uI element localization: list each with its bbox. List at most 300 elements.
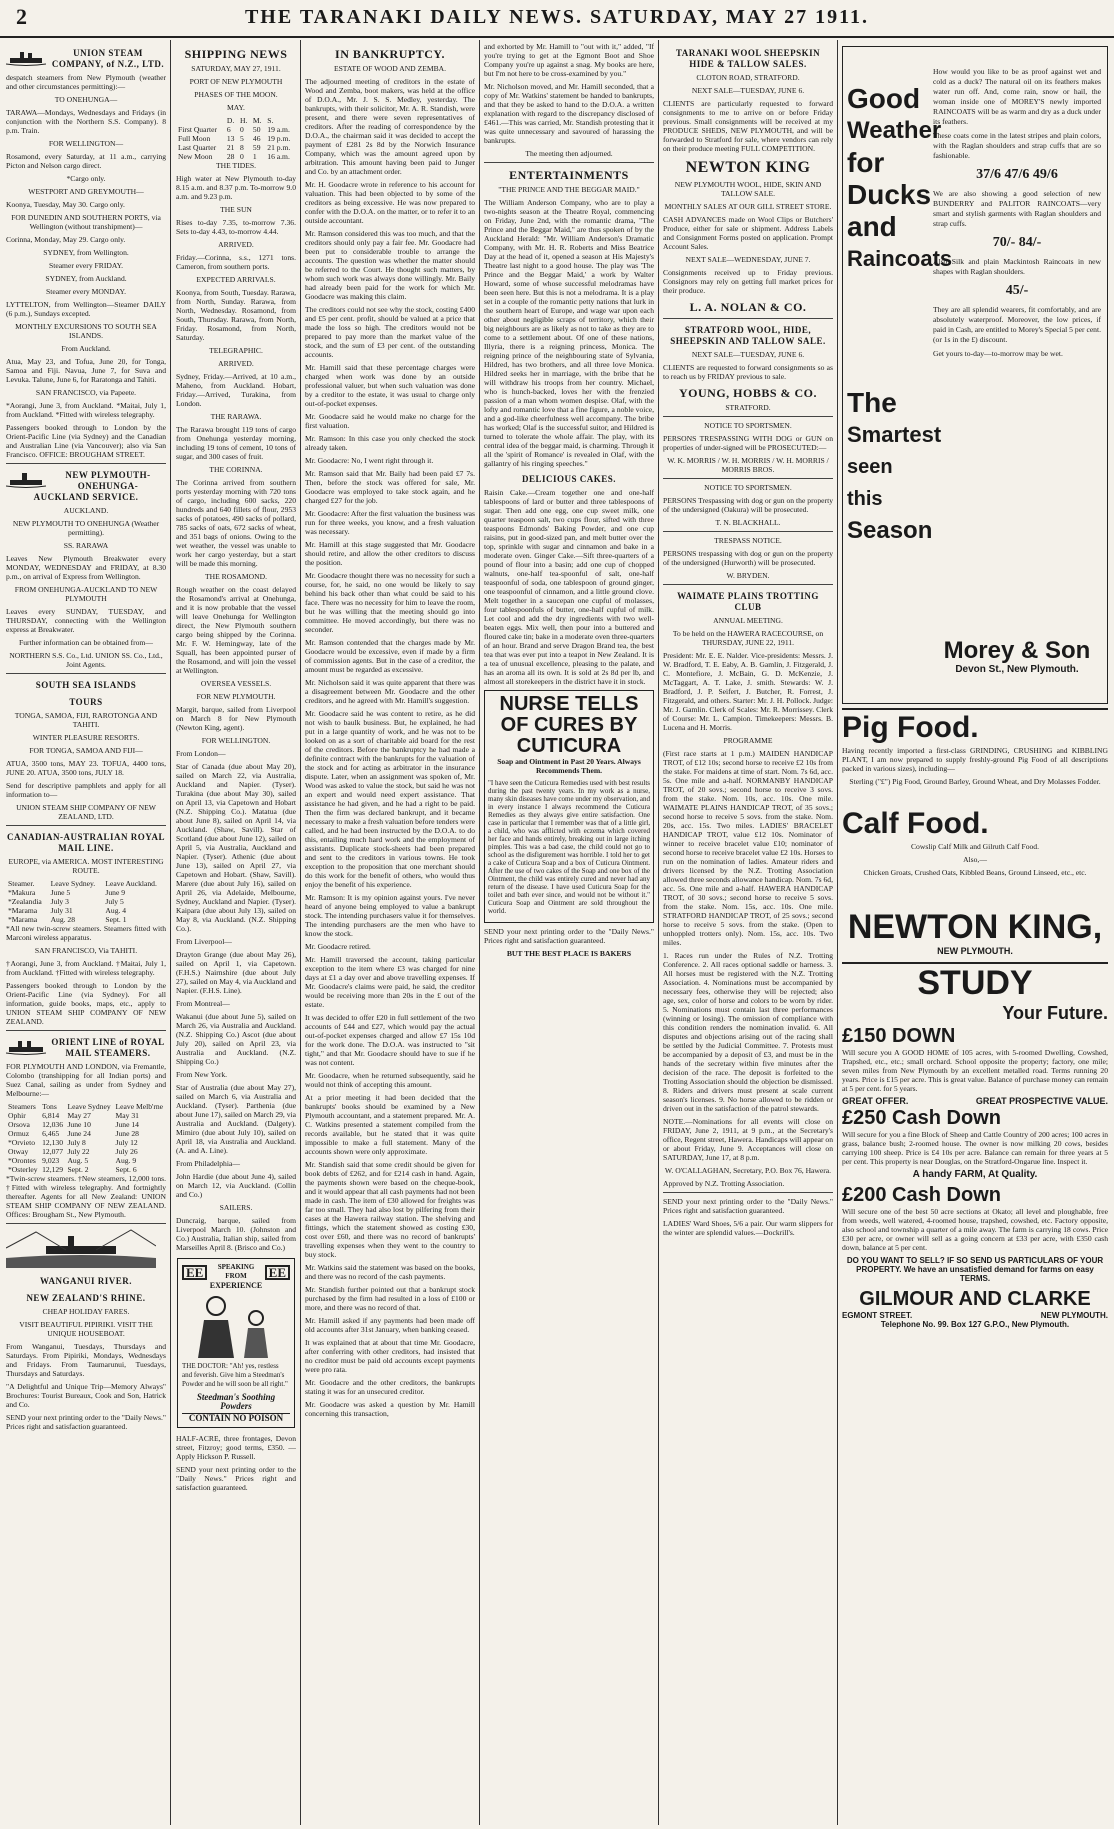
advert-text: Having recently imported a first-class GRINDING, CRUSHING and KIBBLING PLANT, I am now prepared to supply freshly-ground Pig Food of all descriptions packed in various sizes), including— (842, 746, 1108, 773)
morey-address: Devon St., New Plymouth. (955, 664, 1079, 675)
advert-text: Get yours to-day—to-morrow may be wet. (933, 349, 1063, 358)
advert-text: STRATFORD. (725, 403, 771, 412)
table-cell: July 3 (50, 897, 69, 906)
gilmour-address-row (842, 1311, 1108, 1320)
article-subhead: PORT OF NEW PLYMOUTH (189, 77, 283, 86)
table-cell: July 22 (67, 1147, 90, 1156)
calf-food-heading: Calf Food. (842, 807, 989, 840)
divider (6, 463, 166, 464)
advert-text: Cowslip Calf Milk and Gilruth Calf Food. (910, 842, 1040, 851)
table-cell: 9,023 (42, 1156, 60, 1165)
article-text: Wakanui (due about June 5), sailed on March 26, via Australia and Auckland. (N.Z. Shipping Co.) Ascot (due about July 20), sailed on April 23, via Australia and Auckland. (N.Z. Shipping Co.) (176, 1012, 296, 1066)
article-paragraph: and exhorted by Mr. Hamill to "out with it," added, "If you're trying to get at the Egmont Boot and Shoe Company you're up against a snag. My books are here, but I'm not here to be cross-examined by you." (484, 42, 654, 78)
advert-text: NEXT SALE—TUESDAY, JUNE 6. (691, 86, 805, 95)
table-cell: *Orvieto (8, 1138, 35, 1147)
advert-text: Chicken Groats, Crushed Oats, Kibbled Beans, Ground Linseed, etc., etc. (863, 868, 1087, 877)
table-header: Leave Melb'rne (115, 1102, 164, 1111)
advert-subhead: SAN FRANCISCO, via Papeete. (35, 388, 137, 397)
table-header: H. (240, 116, 248, 125)
advert-heading: YOUNG, HOBBS & CO. (678, 386, 817, 400)
advert-text: Send for descriptive pamphlets and apply for all information to— (6, 781, 166, 799)
advert-heading: TARANAKI WOOL SHEEPSKIN HIDE & TALLOW SALES. (675, 48, 821, 69)
article-paragraph: Mr. Ramson: It is my opinion against yours. I've never heard of anyone being employed to value a bankrupt stock. The intending purchasers value it for themselves. The intending purchasers are the men who have to know the stock. (305, 893, 475, 938)
article-paragraph: Mr. Hamill at this stage suggested that Mr. Goodacre should retire, and allow the other creditors to discuss the position. (305, 540, 475, 567)
advert-text: †Aorangi, June 3, from Auckland. †Maitai, July 1, from Auckland. †Fitted with wireless telegraphy. (6, 959, 166, 977)
table-cell: July 31 (50, 906, 73, 915)
advert-subhead: PROGRAMME (723, 736, 773, 745)
article-paragraph: The William Anderson Company, who are to play a two-nights season at the Theatre Royal, commencing on Friday, June 2nd, with the romantic drama, "The Prince and the Beggar Maid," are thus spoken of by the Auckland Herald: "Mr. William Anderson's Dramatic Company, with Mr. H. R. Roberts and Miss Beatrice Day at the head of it, opened a season at His Majesty's Theatre last night to a good house. The play was 'The Prince and the Beggar Maid,' a work by Walter Howard, some of whose successful melodramas have been seen here. But this is not a melodrama. It is a play set in a couple of the romantic petty nations that lurk in the southern heart of Europe, and wage war upon each other about negligible scraps of territory, which their big neighbours are as likely as not to take as they are to come to a settlement about. Of one of these nations, Illyria, there is a reigning princess, Monica. The reigning prince of the neighbouring state of Sylvania, Hildred, has two brothers, and all three love Monica. Hildred seeks her in marriage, with the bribe that he will withdraw his troops from her country. Michael, who is hunch-backed, loves her with the frenzied passion of a man whom women despise. Olaf, with the lofty and romantic love that a fine figure, a noble voice, and a god-like cheerfulness well accompany. The bribe has worked; Olaf is the successful suitor, and Hildred is turned to tolerate the whole affair. The play, with its central idea of the beggar maid, is charming. Through it all the 'spirit of Romance' is revealed in Olaf, with the gallantry of his ringing speeches." (484, 198, 654, 468)
steamship-icon (6, 1037, 46, 1055)
advert-heading: NEW ZEALAND'S RHINE. (26, 1293, 146, 1303)
table-cell: 8 (240, 143, 244, 152)
table-cell: Sept. 1 (105, 915, 127, 924)
table-row (6, 1138, 166, 1147)
advert-text: NOTE.—Nominations for all events will close on FRIDAY, June 2, 1911, at 9 p.m., at the Secretary's office, Regent street, Hawera. Handicaps will appear on or about Friday, June 9. Acceptances will close on SATURDAY, June 17, at 8 p.m. (663, 1117, 833, 1162)
article-subhead: ARRIVED. (218, 240, 254, 249)
article-text: Rough weather on the coast delayed the Rosamond's arrival at Onehunga, and it is now probable that the vessel will leave Onehunga for Wellington direct, the New Plymouth southern cargo being shipped by the Corinna. Mr. F. W. Hemingway, late of the Squall, has been appointed purser of the Rosamond, and will join the vessel at Wellington. (176, 585, 296, 675)
advert-text: *Twin-screw steamers. †New steamers, 12,000 tons. †Fitted with wireless telegraphy. And fortnightly thereafter. Agents for all New Zealand: UNION STEAM SHIP COMPANY OF NEW ZEALAND. Offices: Brougham St., New Plymouth. (6, 1174, 166, 1219)
page-number: 2 (16, 4, 27, 29)
canadian-australian-advert (6, 832, 166, 1026)
table-cell: *Orontes (8, 1156, 36, 1165)
union-steam-advert (6, 48, 166, 459)
table-cell: *Zealandia (8, 897, 42, 906)
advert-subhead: FROM ONEHUNGA-AUCKLAND TO NEW PLYMOUTH (14, 585, 158, 603)
column-display-adverts (842, 42, 1108, 1824)
advert-subhead: WESTPORT AND GREYMOUTH— (28, 187, 144, 196)
article-subhead: TELEGRAPHIC. (209, 346, 263, 355)
advert-text: These coats come in the latest stripes and plain colors, with the Raglan shoulders and strap cuffs that are so fashionable. (933, 131, 1101, 160)
advert-text: Rosamond, every Saturday, at 11 a.m., carrying Picton and Nelson cargo direct. (6, 152, 166, 170)
advert-text: SEND your next printing order to the "Daily News." Prices right and satisfaction guaranteed. (6, 1413, 166, 1431)
gilmour-address: NEW PLYMOUTH. (1040, 1311, 1108, 1320)
advert-heading: UNION STEAM COMPANY, of N.Z., LTD. (51, 48, 165, 69)
advert-text: *All new twin-screw steamers. Steamers fitted with Marconi wireless apparatus. (6, 924, 166, 942)
future-heading: Your Future. (1002, 1003, 1108, 1023)
ee-brand: Steedman's Soothing Powders (196, 1392, 276, 1411)
article-subhead: ESTATE OF WOOD AND ZEMBA. (333, 64, 447, 73)
advert-text: ATUA, 3500 tons, MAY 23. TOFUA, 4400 tons, JUNE 20. ATUA, 3500 tons, JULY 18. (6, 759, 166, 777)
divider (663, 584, 833, 585)
article-paragraph: Mr. Goodacre and the other creditors, the bankrupts stating it was for an unsecured creditor. (305, 1378, 475, 1396)
river-boat-illustration (6, 1228, 156, 1268)
advert-text: despatch steamers from New Plymouth (weather and other circumstances permitting):— (6, 73, 166, 91)
advert-text: CLIENTS are particularly requested to forward consignments to me to arrive on or before Friday previous. Small consignments will be received at my PRODUCE SHEDS, NEW PLYMOUTH, and will be forwarded to Stratford for sale, where vendors can rely on their produce meeting FULL COMPETITION. (663, 99, 833, 153)
article-paragraph: Mr. Goodacre thought there was no necessity for such a course, for, he said, no one would be likely to say behind his back other than what could be said to his face. There was no necessity for him to leave the room, but he was willing that the meeting should go into committee. He moved accordingly, but there was no seconder. (305, 571, 475, 634)
study-heading: STUDY (917, 964, 1033, 1002)
column-bankruptcy (305, 42, 475, 1824)
advert-text: Atua, May 23, and Tofua, June 20, for Tonga, Samoa and Fiji. Navua, June 7, for Suva and Levuka. Talune, June 6, for Raratonga and Tahiti. (6, 357, 166, 384)
divider (6, 673, 166, 674)
table-row (6, 1111, 166, 1120)
table-cell: 21 (226, 143, 235, 152)
advert-text: Leaves New Plymouth Breakwater every MONDAY, WEDNESDAY and FRIDAY, at 8.30 p.m., on arrival of Express from Wellington. (6, 554, 166, 581)
advert-heading: STRATFORD WOOL, HIDE, SHEEPSKIN AND TALLOW SALE. (670, 325, 826, 346)
column-entertainments (484, 42, 654, 1824)
table-cell: July 5 (105, 897, 124, 906)
good-weather-slogan (847, 83, 953, 275)
article-text: From Montreal— (176, 999, 230, 1008)
gilmour-address: EGMONT STREET. (842, 1311, 913, 1320)
divider (6, 1030, 166, 1031)
table-row (176, 152, 296, 161)
article-subhead: "THE PRINCE AND THE BEGGAR MAID." (498, 185, 640, 194)
article-text: Star of Canada (due about May 20), sailed on March 22, via Australia, Auckland and Napier. (Tyser). Turakina (due about May 30), sailed on April 13, via Capetown and Hobart (N.Z. Shipping Co.). Matatua (due about June 8), sailed on April 14, via Auckland. (Shaw, Savill). Star of Scotland (due about June 12), sailed on April 5, via Australia, Auckland and Napier. (Tyser). Athenic (due about June 13), sailed on April 27, via Capetown and Hobart. (Shaw, Savill). Marere (due about July 16), sailed on April 26, via Adelaide, Melbourne, Sydney, Auckland and Napier. (Tyser). Kaipara (due about July 13), sailed on May 8, via Auckland. (N.Z. Shipping Co.). (176, 762, 296, 933)
advert-text: FOR PLYMOUTH AND LONDON, via Fremantle, Colombo (transhipping for all Indian ports) and Suez Canal, sailing as under from Sydney and Melbourne:— (6, 1062, 166, 1098)
sailing-table (6, 1102, 166, 1174)
article-date: SATURDAY, MAY 27, 1911. (191, 64, 281, 73)
article-paragraph: The creditors could not see why the stock, costing £400 and £5 per cent. profit, should be valued at a price that made the loss so high. The creditors would not be prepared to pay more than the market value of the stock, and the sum of £3 per cent. of the outstanding accounts. (305, 305, 475, 359)
table-cell: 12,077 (42, 1147, 64, 1156)
article-text: From London— (176, 749, 226, 758)
ee-tagline-mid: EXPERIENCE (209, 1281, 263, 1290)
sailing-table (6, 879, 166, 924)
table-cell: *Makura (8, 888, 36, 897)
offer-250-heading: £250 Cash Down (842, 1107, 1001, 1129)
advert-subhead: MONTHLY EXCURSIONS TO SOUTH SEA ISLANDS. (15, 322, 157, 340)
article-text: Friday.—Corinna, s.s., 1271 tons. Cameron, from southern ports. (176, 253, 296, 271)
offer-tagline: GREAT OFFER. (842, 1096, 909, 1106)
advert-text: Steamer every MONDAY. (46, 287, 126, 296)
divider (663, 416, 833, 417)
article-text: High water at New Plymouth to-day 8.15 a.m. and 8.37 p.m. To-morrow 9.0 a.m. and 9.23 p.m. (176, 174, 296, 201)
notice-heading: TRESPASS NOTICE. (714, 536, 782, 545)
divider (663, 478, 833, 479)
advert-text: CLIENTS are requested to forward consignments so as to reach us by FRIDAY previous to sale. (663, 363, 833, 381)
article-paragraph: Mr. Ramson considered this was too much, and that the creditors should only pay a fair fee. Mr. Goodacre had been put to considerable trouble to arrange the accounts. The question was whether the matter should be referred to the Court. He thought such matters, by whom such work was always done willingly. Mr. Baily had already been paid for the work for which Mr. Goodacre was making this claim. (305, 229, 475, 301)
article-text: Rises to-day 7.35, to-morrow 7.36. Sets to-day 4.43, to-morrow 4.44. (176, 218, 296, 236)
table-header (176, 116, 225, 125)
advert-text: EUROPE, via AMERICA. MOST INTERESTING ROUTE. (8, 857, 164, 875)
offer-tagline: GREAT PROSPECTIVE VALUE. (975, 1096, 1108, 1106)
table-row (6, 1156, 166, 1165)
table-cell: 13 (226, 134, 235, 143)
table-cell: July 26 (115, 1147, 138, 1156)
slogan-word: Weather (847, 117, 942, 144)
table-row (6, 1129, 166, 1138)
column-shipping-adverts (6, 42, 166, 1824)
advert-text: From Wanganui, Tuesdays, Thursdays and Saturdays. From Pipiriki, Mondays, Wednesdays and Fridays. From Taumarunui, Tuesdays, Thursdays and Saturdays. (6, 1342, 166, 1378)
divider (484, 162, 654, 163)
article-paragraph: It was decided to offer £20 in full settlement of the two accounts of £44 and £27, which would pay the actual out-of-pocket expenses charged and allow £7 15s 10d for the work done. The D.O.A. was instructed to "sit tight," and that Mr. Goodacre should have to sue if he was not content. (305, 1013, 475, 1067)
table-row (176, 134, 296, 143)
article-paragraph: Mr. Hamill traversed the account, taking particular exception to the item where £3 was charged for nine days at £1 a day over and above travelling expenses. If Mr. Goodacre's claims were paid, he said, the creditor would be receiving more than 20s in the £ out of the estate. (305, 955, 475, 1009)
advert-text: To be held on the HAWERA RACECOURSE, on THURSDAY, JUNE 22, 1911. (672, 629, 824, 647)
table-header: Tons (42, 1102, 57, 1111)
advert-text: CASH ADVANCES made on Wool Clips or Butchers' Produce, either for sale or shipment. Address Labels and Consignment Forms posted on application. Prompt Account Sales. (663, 215, 833, 251)
advert-text: *Aorangi, June 3, from Auckland. *Maitai, July 1, from Auckland. *Fitted with wireless telegraphy. (6, 401, 166, 419)
advert-text: ANNUAL MEETING. (713, 616, 783, 625)
classified-text: SEND your next printing order to the "Daily News." Prices right and satisfaction guaranteed. (663, 1197, 833, 1215)
advert-subhead: FOR TONGA, SAMOA AND FIJI— (29, 746, 143, 755)
pig-food-heading: Pig Food. (842, 711, 979, 744)
table-cell: New Moon (178, 152, 213, 161)
advert-text: CLOTON ROAD, STRATFORD. (696, 73, 800, 82)
article-subhead: OVERSEA VESSELS. (200, 679, 272, 688)
article-text: Star of Australia (due about May 27), sailed on March 6, via Australia and Auckland. (Tyser). Parthenia (due about June 17), sailed on March 29, via Australia and Auckland. (Dalgety). Mimiro (due about July 10), sailed on April 18, via Australia and Auckland. (A. and A. Line). (176, 1083, 296, 1155)
article-paragraph: Mr. Goodacre: No, I went right through it. (305, 456, 434, 465)
advert-text: W. O'CALLAGHAN, Secretary, P.O. Box 76, Hawera. (664, 1166, 832, 1175)
advert-text: *Cargo only. (66, 174, 106, 183)
classified-text: LADIES' Ward Shoes, 5/6 a pair. Our warm slippers for the winter are splendid values.—Dockrill's. (663, 1219, 833, 1237)
table-cell: 19 a.m. (267, 125, 290, 134)
table-cell: June 9 (105, 888, 126, 897)
article-text: The Corinna arrived from southern ports yesterday morning with 720 tons of cargo, including 600 sacks, 220 hundreds and 640 fillets of flour, 2953 sacks of potatoes, 490 sacks of pollard, 785 sacks of oats, 672 sacks of wheat, and 351 bags of onions. Owing to the wet weather, the vessel was unable to work her cargo yesterday, but a start will be made this morning. (176, 478, 296, 568)
article-paragraph: Mr. Nicholson moved, and Mr. Hamill seconded, that a copy of Mr. Watkins' statement be handed to bankrupts, and that they be asked to hand to the D.O.A. a written explanation with regard to the discrepancy disclosed of £461.—This was carried, Mr. Standish protesting that it was quite unnecessary and savoured of harassing the bankrupts. (484, 82, 654, 145)
classified-text: SEND your next printing order to the "Daily News." Prices right and satisfaction guaranteed. (176, 1465, 296, 1492)
notice-text: PERSONS Trespassing with dog or gun on the property of the undersigned (Oakura) will be prosecuted. (663, 496, 833, 514)
article-paragraph: Mr. Goodacre was asked a question by Mr. Hamill concerning this transaction, (305, 1400, 475, 1418)
slogan-word: for (847, 147, 885, 178)
advert-heading: WAIMATE PLAINS TROTTING CLUB (677, 591, 819, 612)
table-cell: June 28 (115, 1129, 139, 1138)
column-rule (170, 40, 171, 1825)
article-paragraph: Mr. Standish further pointed out that a bankrupt stock purchased by the firm had resulted in a loss of £100 or more, and there was no record of that. (305, 1285, 475, 1312)
article-text: The Rarawa brought 119 tons of cargo from Onehunga yesterday morning, including 19 tons of cement, 10 tons of sugar, and 300 cases of fruit. (176, 425, 296, 461)
ee-doctor-quote: THE DOCTOR: "Ah! yes, restless and feverish. Give him a Steedman's Powder and he will soon be all right." (182, 1362, 288, 1388)
steamship-icon (6, 48, 46, 66)
advert-text: (First race starts at 1 p.m.) MAIDEN HANDICAP TROT, of £12 10s; second horse to receive £2 10s from the stake. For maidens at time of start. Nom. 7s 6d, acc. 5s. One mile and a-half. NORMANBY HANDICAP TROT, of 20 sovs.; second horse to receive 3 sovs. from the stake. Nom. 10s, acc. 10s. One mile. WAIMATE PLAINS HANDICAP TROT, of 35 sovs.; second horse to receive 5 sovs. from the stake. Nom. 20s, acc. 15s. Two miles. LADIES' BRACELET HANDICAP TROT, value £12 10s. Nominator of winner to receive bracelet value £10; nominator of second horse to receive bracelet value £2 10s. Horses to run on the nomination of ladies. Amateur riders and drivers licensed by the N.Z. Trotting Association allowed three seconds allowance handicap. Nom. 7s 6d, acc. 5s. One mile and a-half. HAWERA HANDICAP TROT, of 30 sovs.; second horse to receive 5 sovs. from the stake. Nom. 15s, acc. 10s. One mile. STRATFORD HANDICAP TROT, of 25 sovs.; second horse to receive 5 sovs. from the stake. (Open to unhoppled trotters only). Nom. 15s, acc. 10s. Two miles. (663, 749, 833, 947)
table-row (6, 897, 166, 906)
table-cell: 1 (252, 152, 257, 161)
advert-subhead: TO ONEHUNGA— (54, 95, 118, 104)
table-cell: July 8 (67, 1138, 86, 1147)
section-heading: SHIPPING NEWS (184, 47, 288, 61)
table-cell: 21 p.m. (267, 143, 291, 152)
slogan-word: Smartest (847, 422, 942, 447)
notice-text: PERSONS trespassing with dog or gun on the property of the undersigned (Hurworth) will be prosecuted. (663, 549, 833, 567)
table-header-row (6, 879, 166, 888)
article-paragraph: Mr. Ramson said that Mr. Baily had been paid £7 7s. Then, before the stock was offered for sale, Mr. Goodacre was employed to take stock again, and he charged £27 for the job. (305, 469, 475, 505)
table-cell: 46 (252, 134, 261, 143)
article-text: Duncraig, barque, sailed from Liverpool March 10. (Johnston and Co.) Australia, Italian ship, sailed from Marseilles April 8. (Brisco and Co.) (176, 1216, 296, 1252)
article-text: Koonya, from South, Tuesday. Rarawa, from North, Sunday. Rarawa, from North, Wednesday. Rosamond, from South, Thursday. Rarawa, from North, Friday. Rosamond, from North, Saturday. (176, 288, 296, 342)
section-heading: DELICIOUS CAKES. (521, 474, 617, 484)
table-header: Steamer. (8, 879, 35, 888)
notice-signatories: W. K. MORRIS / W. H. MORRIS / W. H. MORRIS / MORRIS BROS. (667, 456, 829, 474)
table-cell: 12,036 (42, 1120, 64, 1129)
article-paragraph: Mr. Ramson: In this case you only checked the stock already taken. (305, 434, 475, 452)
price-line: 70/- 84/- (992, 235, 1042, 250)
table-cell: May 31 (115, 1111, 139, 1120)
advert-heading: L. A. NOLAN & CO. (689, 300, 807, 314)
advert-subhead: SS. RARAWA (63, 541, 109, 550)
article-text: Sydney, Friday.—Arrived, at 10 a.m., Maheno, from Auckland. Hobart, Friday.—Arrived, Turakina, from London. (176, 372, 296, 408)
gilmour-telephone: Telephone No. 99. Box 127 G.P.O., New Plymouth. (880, 1320, 1070, 1329)
article-paragraph: Mr. H. Goodacre wrote in reference to his account for valuation. This had been objected to by some of the creditors as being excessive. He was now prepared to confer with the D.O.A. on the matter, or to refer it to an outside accountant. (305, 180, 475, 225)
newton-king-name: NEWTON KING, (847, 908, 1103, 946)
table-header: Leave Sydney. (50, 879, 96, 888)
article-paragraph: The adjourned meeting of creditors in the estate of Wood and Zemba, boot makers, was held at the office of D.O.A., Mr. J. S. S. Medley, yesterday. The bankrupts, with their solicitor, Mr. A. R. Standish, were present, and there were seven representatives of creditors. After the reading of correspondence by the D.O.A., the chairman said it was decided to accept the payment of £281 2s 8d by the Norwich Insurance Company, which was the amount agreed upon by arbitration. This amount having been paid to Junger and Co. by an attachment order. (305, 77, 475, 176)
offer-tagline-row (842, 1097, 1108, 1106)
advert-heading: CANADIAN-AUSTRALIAN ROYAL MAIL LINE. (7, 832, 165, 853)
divider (6, 1223, 166, 1224)
advert-text: NEXT SALE—TUESDAY, JUNE 6. (691, 350, 805, 359)
advert-text: We are also showing a good selection of new BUNDERRY and PALITOR RAINCOATS—very smart and stylish garments with Raglan shoulders and strap cuffs. (933, 189, 1101, 228)
article-paragraph: Raisin Cake.—Cream together one and one-half tablespoons of lard or butter and three tablespoons of sugar. Then add one egg, one cup sweet milk, one quarter teaspoon salt, two cups flour, sifted with three teaspoons Edmonds' Baking Powder, and one cup raisins, put in good-sized pan, and melt butter over the top, sprinkle with sugar and cinnamon and bake in a moderate oven. Ginger Cake.—Sift three-quarters of a pound of flour into a basin; add one cup of chopped walnuts, one-half tea-spoonful of salt, one-half teaspoonful of soda, one tablespoon of ground ginger, one teaspoonful of cinnamon, and a little ground clove. Melt together in a saucepan one cupful of molasses, four tablespoonfuls of butter, one-half cupful of milk. Let cool and add the dry ingredients with two well-beaten eggs. Mix well, then pour into a buttered and floured cake tin; bake in a moderate oven three-quarters of an hour. Brand and serve Dragon Brand tea, the best tea that was ever put into a teapot in New Zealand. It is a tea of unusual excellence, pleasing to the palate, and has an aroma all its own. It is sold at 2s 8d per lb, and almost all storekeepers in the district have it in stock. (484, 488, 654, 686)
table-header: D. (226, 116, 235, 125)
notice-text: PERSONS TRESPASSING WITH DOG or GUN on properties of under-signed will be PROSECUTED:— (663, 434, 833, 452)
column-rule (479, 40, 480, 1825)
ee-logo: EE (182, 1265, 207, 1280)
advert-text: CHEAP HOLIDAY FARES. (42, 1307, 130, 1316)
advert-text: Leaves every SUNDAY, TUESDAY, and THURSDAY, connecting with the Wellington express at Breakwater. (6, 607, 166, 634)
advert-text: Sterling ("£") Pig Food, Ground Barley, Ground Wheat, and Dry Molasses Fodder. (849, 777, 1101, 786)
advert-text: Also,— (963, 855, 987, 864)
moon-phase-table (176, 116, 296, 161)
article-text: From New York. (176, 1070, 228, 1079)
notice-signatories: T. N. BLACKHALL. (715, 518, 781, 527)
article-subhead: THE ROSAMOND. (204, 572, 268, 581)
divider (663, 531, 833, 532)
advert-text: MONTHLY SALES AT OUR GILL STREET STORE. (664, 202, 832, 211)
column-shipping-news (176, 42, 296, 1824)
article-subhead: PHASES OF THE MOON. (194, 90, 278, 99)
table-cell: 0 (240, 125, 244, 134)
slogan-word: Good (847, 83, 921, 114)
article-paragraph: Mr. Watkins said the statement was based on the books, and there was no record of the cash payments. (305, 1263, 475, 1281)
table-row (6, 1147, 166, 1156)
newton-king-feed-advert (842, 708, 1108, 956)
advert-text: Will secure one of the best 50 acre sections at Okato; all level and ploughable, free from weeds, well watered, 4-roomed house, trapshed, cowshed, etc. Factory opposite, also school and township a quarter of a mile away. The farm is carrying 18 cows. Price £30 per acre, or owner will sell as a going concern at £33 per acre, with £350 cash down, balance at 5 per cent. (842, 1207, 1108, 1252)
article-paragraph: Mr. Goodacre, when he returned subsequently, said he would not think of accepting this amount. (305, 1071, 475, 1089)
table-cell: *Marama (8, 915, 38, 924)
advert-subhead: SYDNEY, from Wellington. (43, 248, 129, 257)
table-cell: 6 (226, 125, 231, 134)
table-cell: Sept. 6 (115, 1165, 137, 1174)
ee-logo: EE (265, 1265, 290, 1280)
article-paragraph: Mr. Standish said that some credit should be given for book debts of £262, and for £214 cash in hand. Again, the payments shown were based on the cheque-book, and it would appear that all cash payments had not been made in cash. The item of £30 allowed for freights was far too small. They had also lost by pilfering from their cases at the Hawera railway station. The shelving and fittings, which the statement showed as costing £30, cost over £60, and there was no record of bankrupts' travelling expenses when they went to the country to buy stock. (305, 1160, 475, 1259)
advert-text: Passengers booked through to London by the Orient-Pacific Line (via Sydney) and the Canadian and Australian Line (via Vancouver); also via San Francisco. OFFICE: BROUGHAM STREET. (6, 423, 166, 459)
column-rule (658, 40, 659, 1825)
column-rule (837, 40, 838, 1825)
table-row (176, 143, 296, 152)
divider (663, 318, 833, 319)
ee-header (182, 1263, 290, 1281)
morey-signature (933, 637, 1101, 674)
cuticura-advert (484, 690, 654, 923)
orient-line-advert (6, 1037, 166, 1219)
newton-king-location: NEW PLYMOUTH. (937, 946, 1013, 956)
advert-heading: TOURS (69, 697, 103, 707)
article-paragraph: Mr. Goodacre: After the first valuation the business was run for three weeks, you know, and a fresh valuation was necessary. (305, 509, 475, 536)
article-text: John Hardie (due about June 4), sailed on March 12, via Auckland. (Collin and Co.) (176, 1172, 296, 1199)
table-cell: Orsova (8, 1120, 30, 1129)
advert-text: From Auckland. (61, 344, 111, 353)
table-cell: Last Quarter (178, 143, 217, 152)
table-cell: July 12 (115, 1138, 138, 1147)
slogan-word: seen this (847, 456, 893, 510)
advert-text: Will secure you A GOOD HOME of 105 acres, with 5-roomed Dwelling, Cowshed, Trapshed, etc., etc.; small orchard. School opposite the property; factory, one mile; seven miles from New Plymouth by an excellent metalled road. Terms running 20 years. Price is £15 per acre. This is great value. Balance of purchase money can remain at 5 per cent. for 5 years. (842, 1048, 1108, 1093)
advert-text: Koonya, Tuesday, May 30. Cargo only. (6, 200, 125, 209)
table-cell: Sept. 2 (67, 1165, 89, 1174)
table-cell: Otway (8, 1147, 29, 1156)
ee-contain: CONTAIN NO POISON (182, 1413, 290, 1423)
advert-text: TARAWA—Mondays, Wednesdays and Fridays (in conjunction with the Northern S.S. Company). 8 p.m. Train. (6, 108, 166, 135)
column-sales-notices (663, 42, 833, 1824)
article-subhead: ARRIVED. (218, 359, 254, 368)
article-paragraph: Mr. Goodacre retired. (305, 942, 371, 951)
article-paragraph: At a prior meeting it had been decided that the bankrupts' books should be examined by a New Plymouth accountant, and a statement prepared. Mr. A. C. Watkins presented a statement compiled from the records available, but he stated that it was quite impossible to make a full statement. Many of the accounts shown were only approximate. (305, 1093, 475, 1156)
onehunga-service-advert (6, 470, 166, 669)
advert-subhead: SAN FRANCISCO, Via TAHITI. (34, 946, 138, 955)
table-cell: Aug. 4 (105, 906, 127, 915)
article-subhead: EXPECTED ARRIVALS. (196, 275, 276, 284)
advert-heading: ORIENT LINE of ROYAL MAIL STEAMERS. (51, 1037, 165, 1058)
advert-text: Consignments received up to Friday previous. Consignors may rely on getting full market prices for their produce. (663, 268, 833, 295)
table-cell: 6,814 (42, 1111, 60, 1120)
table-cell: 50 (252, 125, 261, 134)
advert-text: NEW PLYMOUTH TO ONEHUNGA (Weather permitting). (12, 519, 160, 537)
table-cell: 28 (226, 152, 235, 161)
advert-text: Passengers booked through to London by the Orient-Pacific Line (via Sydney). For all information, guide books, maps, etc., apply to UNION STEAM SHIP COMPANY OF NEW ZEALAND. (6, 981, 166, 1026)
table-cell: June 14 (115, 1120, 139, 1129)
table-cell: Aug. 9 (115, 1156, 137, 1165)
table-row (6, 906, 166, 915)
table-cell: Ormuz (8, 1129, 30, 1138)
article-subhead: FOR NEW PLYMOUTH. (196, 692, 276, 701)
table-row (6, 1165, 166, 1174)
article-subhead: SAILERS. (219, 1203, 253, 1212)
table-header-row (6, 1102, 166, 1111)
advert-text: AUCKLAND. (63, 506, 109, 515)
table-cell: Full Moon (178, 134, 211, 143)
advert-text: President: Mr. E. E. Nalder. Vice-presidents: Messrs. J. W. Bradford, T. E. Eaby, A. B. Gamlin, J. Fitzgerald, J. C. Montefiore, J. McBain, G. D. McKenzie, J. McTaggart, A. T. Lake, J. smith. Stewards: W. J. Bradford, J. P. Seifert, J. Butcher, R. Forrest, J. Fitzgerald, and others. Starter: Mr. J. H. Pollock. Judge: Mr. J. Gamlin. Clerk of Scales: Mr. R. Morrissey. Clerk of Course: Mr. L. Campion. Timekeepers: Messrs. B. Lucena and H. Morris. (663, 651, 833, 732)
cuticura-body: "I have seen the Cuticura Remedies used with best results during the past twenty years. In my work as a nurse, many skin diseases have come under my observation, and in every instance I always recommend the Cuticura Remedies as they always give entire satisfaction. One case in particular that I remember was that of a little girl, a child, who was afflicted with eczema which covered her face and hands entirely, breaking out in large itching pimples. This was a bad case, the child could not go to school as the disfigurement was horrible. I told her to get a cake of Cuticura Soap and a box of Cuticura Ointment. After the use of two cakes of the Soap and one box of the Ointment, the child was entirely cured and never had any return of the disease. I have used Cuticura Soap for the toilet and bath ever since, and would not be without it." Cuticura Soap and Ointment are sold throughout the world. (488, 779, 650, 915)
table-header: S. (267, 116, 274, 125)
table-cell: 0 (240, 152, 244, 161)
classified-text: HALF-ACRE, three frontages, Devon street, Fitzroy; good terms, £350. —Apply Hickson P. Russell. (176, 1434, 296, 1461)
nurse-and-child-illustration (186, 1290, 286, 1360)
advert-text: Approved by N.Z. Trotting Association. (663, 1179, 785, 1188)
article-paragraph: Mr. Nicholson said it was quite apparent that there was a disagreement between Mr. Goodacre and the other creditors, and he agreed with Mr. Hamill's suggestion. (305, 678, 475, 705)
notice-signatories: W. BRYDEN. (726, 571, 770, 580)
table-cell: 19 p.m. (267, 134, 291, 143)
table-cell: Aug. 5 (67, 1156, 89, 1165)
south-sea-islands-advert (6, 680, 166, 821)
article-paragraph: Mr. Goodacre said he would make no charge for the first valuation. (305, 412, 475, 430)
advert-text: TONGA, SAMOA, FIJI, RAROTONGA AND TAHITI. (14, 711, 158, 729)
advert-text: Further information can be obtained from— (19, 638, 153, 647)
advert-text: UNION STEAM SHIP COMPANY OF NEW ZEALAND, LTD. (16, 803, 156, 821)
smartest-slogan (847, 387, 942, 547)
notice-heading: NOTICE TO SPORTSMEN. (704, 421, 792, 430)
price-line: 45/- (1005, 283, 1029, 298)
table-cell: June 10 (67, 1120, 91, 1129)
divider (6, 825, 166, 826)
table-row (6, 888, 166, 897)
article-paragraph: Mr. Hamill said that these percentage charges were charged when work was done by an outside professional valuer, but when such valuation was done by a creditor to the estate, it was usual to charge only out-of-pocket expenses. (305, 363, 475, 408)
table-header-row (176, 116, 296, 125)
slogan-word: Ducks (847, 179, 932, 210)
advert-subhead: FOR WELLINGTON— (48, 139, 124, 148)
advert-heading: WANGANUI RIVER. (39, 1276, 132, 1286)
offer-200-heading: £200 Cash Down (842, 1184, 1001, 1206)
article-subhead: FOR WELLINGTON. (201, 736, 271, 745)
table-cell: Ophir (8, 1111, 26, 1120)
section-heading: IN BANKRUPTCY. (335, 47, 445, 61)
advert-text: Will secure for you a fine Block of Sheep and Cattle Country of 200 acres; 100 acres in grass, balance bush; 2-roomed house. The owner is now milking 20 cows, besides carrying 100 sheep. Price is £4 10s per acre. Balance can remain for three years at 5 per cent. This property is near Douglas, on the Stratford-Ongarue line. Inspect it. (842, 1130, 1108, 1166)
article-paragraph: It was explained that at about that time Mr. Goodacre, after conferring with other creditors, had insisted that no creditor must be paid old accounts except payments were pro rata. (305, 1338, 475, 1374)
article-text: MAY. (227, 103, 245, 112)
offer-tagline: A handy FARM, At Quality. (912, 1169, 1038, 1180)
column-rule (300, 40, 301, 1825)
table-row (176, 125, 296, 134)
advert-subhead: SYDNEY, from Auckland. (45, 274, 127, 283)
advert-text: VISIT BEAUTIFUL PIPIRIKI. VISIT THE UNIQUE HOUSEBOAT. (19, 1320, 153, 1338)
table-header: M. (252, 116, 262, 125)
advert-text: DO YOU WANT TO SELL? IF SO SEND US PARTICULARS OF YOUR PROPERTY. We have an unsatisfied demand for farms on easy TERMS. (846, 1256, 1104, 1283)
